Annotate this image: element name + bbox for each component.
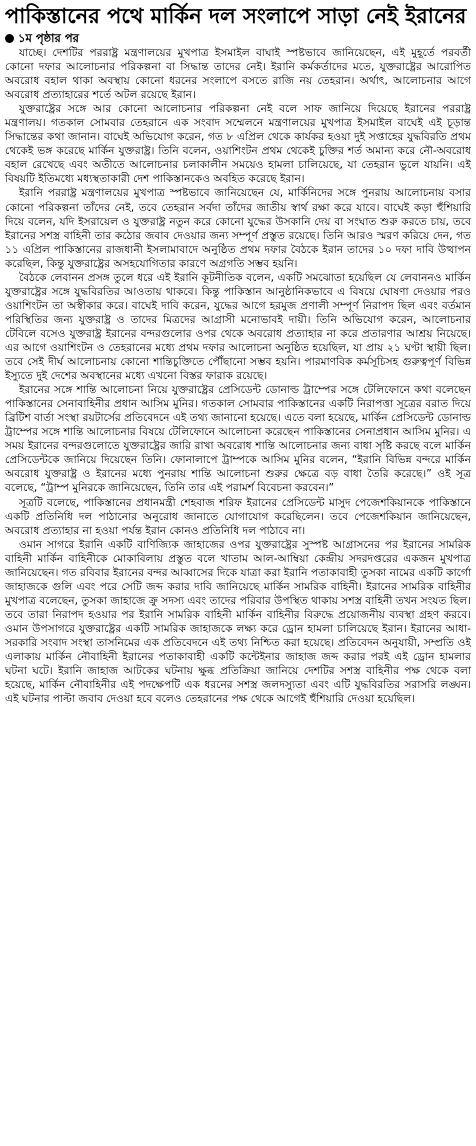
headline: পাকিস্তানের পথে মার্কিন দল সংলাপে সাড়া নেই ইরানের <box>5 4 467 28</box>
article-body <box>5 46 471 706</box>
jump-label: ১ম পৃষ্ঠার পর <box>18 31 79 45</box>
paragraph: ইরানি পররাষ্ট্র মন্ত্রণালয়ের মুখপাত্র স্পষ্টভাবে জানিয়েছেন যে, মার্কিনিদের সঙ্গে পুনরায় আলোচনায় বসার কোনো পরিকল্পনা তাঁদের নেই, তবে তেহরান সর্বদা তাঁদের জাতীয় স্বার্থ রক্ষা করে যাবে। বাঘেই কড়া হুঁশিয়ারি দিয়ে বলেন, যদি ইসরায়েল ও যুক্তরাষ্ট্র নতুন করে কোনো যুদ্ধের উসকানি দেয় বা সংঘাত শুরু করতে চায়, তবে ইরানের সশস্ত্র বাহিনী তার কঠোর জবাব দেওয়ার জন্য সম্পূর্ণ প্রস্তুত রয়েছে। তিনি আরও স্মরণ করিয়ে দেন, গত ১১ এপ্রিল পাকিস্তানের রাজধানী ইসলামাবাদে অনুষ্ঠিত প্রথম দফার বৈঠকে ইরান তাদের ১০ দফা দাবি উত্থাপন করেছিল, কিন্তু যুক্তরাষ্ট্রের অসহযোগিতার কারণে অগ্রগতি সম্ভব হয়নি। <box>5 186 471 270</box>
paragraph: সূত্রটি বলেছে, পাকিস্তানের প্রধানমন্ত্রী শেহবাজ শরিফ ইরানের প্রেসিডেন্ট মাসুদ পেজেশকিয়ানকে পাকিস্তানে একটি প্রতিনিধি দল পাঠানোর অনুরোধ জানাতে যোগাযোগ করেছিলেন। তবে পেজেশকিয়ান জানিয়েছেন, অবরোধ প্রত্যাহার না হওয়া পর্যন্ত ইরান কোনও প্রতিনিধি দল পাঠাবে না। <box>5 495 471 537</box>
paragraph: যাচ্ছে। দেশটির পররাষ্ট্র মন্ত্রণালয়ের মুখপাত্র ইসমাইল বাঘাই স্পষ্টভাবে জানিয়েছেন, এই মুহূর্তে পরবর্তী কোনো দফার আলোচনার পরিকল্পনা বা সিদ্ধান্ত তাদের নেই। ইরানি কর্মকর্তাদের মতে, যুক্তরাষ্ট্রের আরোপিত অবরোধ বহাল থাকা অবস্থায় কোনো ধরনের সংলাপে বসতে রাজি নয় তেহরান। অর্থাৎ, আলোচনার আগে অবরোধ প্রত্যাহারের শর্তে অটল রয়েছে ইরান। <box>5 46 471 102</box>
continued-from-line <box>5 31 471 46</box>
bullet-icon <box>5 34 14 43</box>
paragraph: বৈঠকে লেবানন প্রসঙ্গ তুলে ধরে এই ইরানি কূটনীতিক বলেন, একটি সমঝোতা হয়েছিল যে লেবাননও মার্কিন যুক্তরাষ্ট্রের সঙ্গে যুদ্ধবিরতির আওতায় থাকবে। কিন্তু পাকিস্তান আনুষ্ঠানিকভাবে এ বিষয়ে ঘোষণা দেওয়ার পরও ওয়াশিংটন তা অস্বীকার করে। বাঘেই দাবি করেন, যুদ্ধের আগে হরমুজ প্রণালী সম্পূর্ণ নিরাপদ ছিল এবং বর্তমান পরিস্থিতির জন্য যুক্তরাষ্ট্র ও তাদের মিত্রদের আগ্রাসী মনোভাবই দায়ী। তিনি অভিযোগ করেন, আলোচনার টেবিলে বসেও যুক্তরাষ্ট্র ইরানের বন্দরগুলোর ওপর থেকে অবরোধ প্রত্যাহার না করে প্রতারণার আশ্রয় নিয়েছে। এর আগে ওয়াশিংটন ও তেহরানের মধ্যে প্রথম দফার আলোচনা অনুষ্ঠিত হয়েছিল, যা প্রায় ২১ ঘণ্টা স্থায়ী ছিল। তবে সেই দীর্ঘ আলোচনায় কোনো শান্তিচুক্তিতে পৌঁছানো সম্ভব হয়নি। পারমাণবিক কর্মসূচিসহ গুরুত্বপূর্ণ বিভিন্ন ইস্যুতে দুই দেশের অবস্থানের মধ্যে এখনো বিস্তর ফারাক রয়েছে। <box>5 270 471 383</box>
paragraph: যুক্তরাষ্ট্রের সঙ্গে আর কোনো আলোচনার পরিকল্পনা নেই বলে সাফ জানিয়ে দিয়েছে ইরানের পররাষ্ট্র মন্ত্রণালয়। গতকাল সোমবার তেহরানে এক সংবাদ সম্মেলনে মন্ত্রণালয়ের মুখপাত্র ইসমাইল বাঘেই এই চূড়ান্ত সিদ্ধান্তের কথা জানান। বাঘেই অভিযোগ করেন, গত ৮ এপ্রিল থেকে কার্যকর হওয়া দুই সপ্তাহের যুদ্ধবিরতি প্রথম থেকেই ভঙ্গ করেছে মার্কিন যুক্তরাষ্ট্র। তিনি বলেন, ওয়াশিংটন প্রথম থেকেই চুক্তির শর্ত অমান্য করে নৌ-অবরোধ বহাল রেখেছে এবং অতীতে আলোচনার চলাকালীন সময়েও হামলা চালিয়েছে, যা তেহরান ভুলে যায়নি। এই বিষয়টি ইতিমধ্যে মধ্যস্থতাকারী দেশ পাকিস্তানকেও অবহিত করেছে ইরান। <box>5 102 471 186</box>
paragraph: ওমান সাগরে ইরানি একটি বাণিজ্যিক জাহাজের ওপর যুক্তরাষ্ট্রের সুস্পষ্ট আগ্রাসনের পর ইরানের সামরিক বাহিনী মার্কিন বাহিনীকে মোকাবিলায় প্রস্তুত বলে খাতাম আল-আম্বিয়া কেন্দ্রীয় সদরদপ্তরের একজন মুখপাত্র জানিয়েছেন। গত রবিবার ইরানের বন্দর আব্বাসের দিকে যাত্রা করা ইরানি পতাকাবাহী তুসকা নামের একটি কার্গো জাহাজকে গুলি এবং পরে সেটি জব্দ করার দাবি জানিয়েছে মার্কিন সামরিক বাহিনী। ইরানের সামরিক বাহিনীর মুখপাত্র বলেছেন, তুসকা জাহাজে ক্রু সদস্য এবং তাদের পরিবার উপস্থিত থাকায় সশস্ত্র বাহিনী তখন সংযত ছিল। তবে তারা নিরাপদ হওয়ার পর ইরানি সামরিক বাহিনী মার্কিন বাহিনীর বিরুদ্ধে প্রয়োজনীয় ব্যবস্থা গ্রহণ করবে। ওমান উপসাগরে যুক্তরাষ্ট্রের একটি সামরিক জাহাজকে লক্ষ্য করে ড্রোন হামলা চালিয়েছে ইরান। ইরানের আধা-সরকারি সংবাদ সংস্থা তাসনিমের এক প্রতিবেদনে এই তথ্য নিশ্চিত করা হয়েছে। প্রতিবেদন অনুযায়ী, সম্প্রতি ওই এলাকায় মার্কিন নৌবাহিনী ইরানের পতাকাবাহী একটি কন্টেইনার জাহাজ জব্দ করার পরই এই ড্রোন হামলার ঘটনা ঘটে। ইরানি জাহাজ আটকের ঘটনায় ক্ষুব্ধ প্রতিক্রিয়া জানিয়ে দেশটির সশস্ত্র বাহিনীর পক্ষ থেকে বলা হয়েছে, মার্কিন নৌবাহিনীর এই পদক্ষেপটি এক ধরনের সশস্ত্র জলদস্যুতা এবং এটি যুদ্ধবিরতির সরাসরি লঙ্ঘন। এই ঘটনার পাল্টা জবাব দেওয়া হবে বলেও তেহরানের পক্ষ থেকে আগেই হুঁশিয়ারি দেওয়া হয়েছিল। <box>5 537 471 706</box>
paragraph: ইরানের সঙ্গে শান্তি আলোচনা নিয়ে যুক্তরাষ্ট্রের প্রেসিডেন্ট ডোনাল্ড ট্রাম্পের সঙ্গে টেলিফোনে কথা বলেছেন পাকিস্তানের সেনাবাহিনীর প্রধান আসিম মুনির। গতকাল সোমবার পাকিস্তানের একটি নিরাপত্তা সূত্রের বরাত দিয়ে ব্রিটিশ বার্তা সংস্থা রয়টার্সের প্রতিবেদনে এই তথ্য জানানো হয়েছে। এতে বলা হয়েছে, মার্কিন প্রেসিডেন্ট ডোনাল্ড ট্রাম্পের সঙ্গে শান্তি আলোচনার বিষয়ে টেলিফোনে আলোচনা করেছেন পাকিস্তানের সেনাপ্রধান আসিম মুনির। এ সময় ইরানের বন্দরগুলোতে যুক্তরাষ্ট্রের জারি রাখা অবরোধ শান্তি আলোচনার জন্য বাধা সৃষ্টি করছে বলে মার্কিন প্রেসিডেন্টকে জানিয়ে দিয়েছেন তিনি। ফোনালাপে ট্রাম্পকে আসিম মুনির বলেন, “ইরানি বিভিন্ন বন্দরে মার্কিন অবরোধ যুক্তরাষ্ট্র ও ইরানের মধ্যে পুনরায় শান্তি আলোচনা শুরুর ক্ষেত্রে বড় বাধা তৈরি করেছে।” ওই সূত্র বলেছে, “ট্রাম্প মুনিরকে জানিয়েছেন, তিনি তার এই পরামর্শ বিবেচনা করবেন।” <box>5 383 471 495</box>
